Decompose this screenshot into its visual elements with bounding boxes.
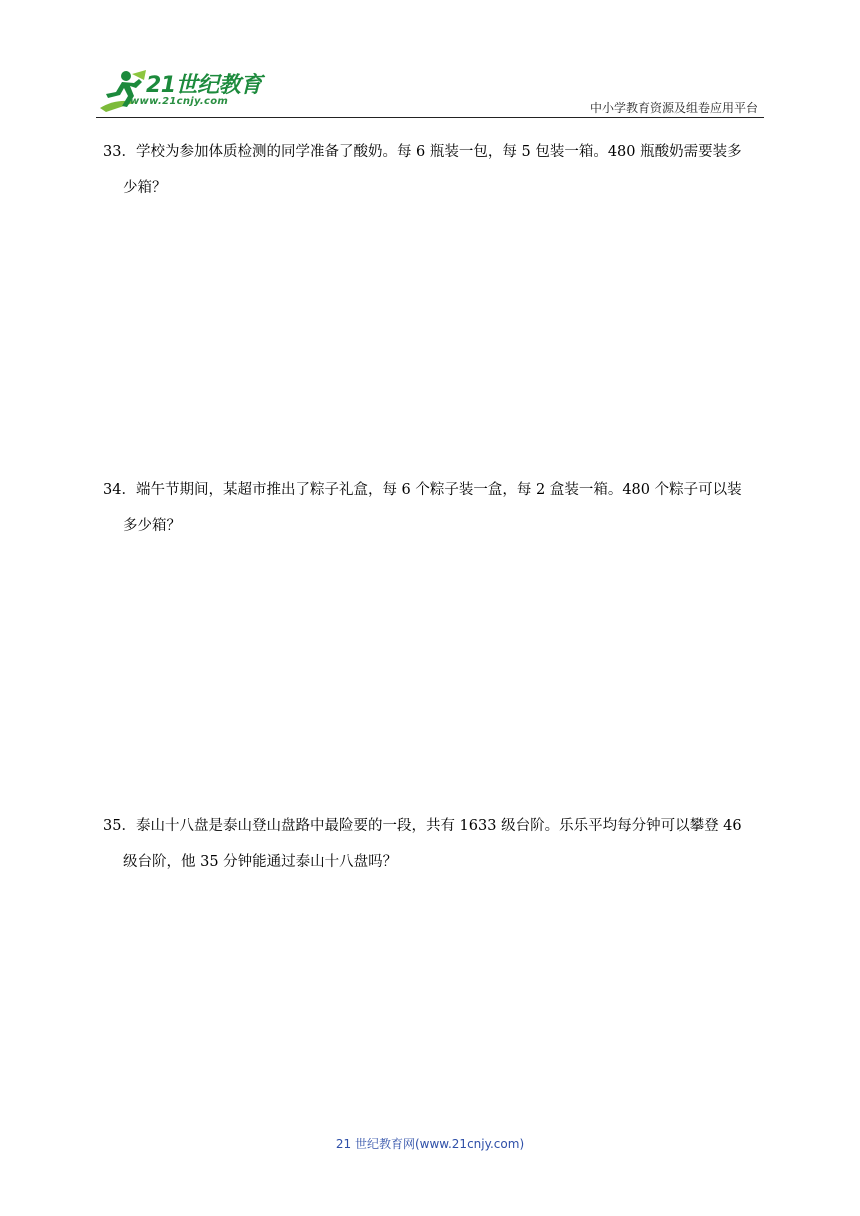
question-line: 级台阶，他 35 分钟能通过泰山十八盘吗？ xyxy=(123,854,398,870)
runner-logo-icon xyxy=(96,68,152,114)
question-33 xyxy=(103,134,763,206)
question-line: 33．学校为参加体质检测的同学准备了酸奶。每 6 瓶装一包，每 5 包装一箱。480 瓶酸奶需要装多 xyxy=(103,144,742,160)
question-line: 35．泰山十八盘是泰山登山盘路中最险要的一段，共有 1633 级台阶。乐乐平均每分钟可以攀登 46 xyxy=(103,818,742,834)
question-35 xyxy=(103,808,763,880)
logo xyxy=(96,68,266,114)
header-divider xyxy=(96,117,764,118)
question-34 xyxy=(103,472,763,544)
logo-text: 21世纪教育 xyxy=(146,73,262,98)
question-line: 34．端午节期间，某超市推出了粽子礼盒，每 6 个粽子装一盒，每 2 盒装一箱。480 个粽子可以装 xyxy=(103,482,742,498)
header-platform-title: 中小学教育资源及组卷应用平台 xyxy=(589,101,758,115)
logo-url: www.21cnjy.com xyxy=(130,96,229,107)
question-line: 多少箱？ xyxy=(123,518,181,534)
page-footer: 21 世纪教育网(www.21cnjy.com) xyxy=(335,1137,525,1151)
page-header xyxy=(0,0,860,120)
question-line: 少箱？ xyxy=(123,180,167,196)
